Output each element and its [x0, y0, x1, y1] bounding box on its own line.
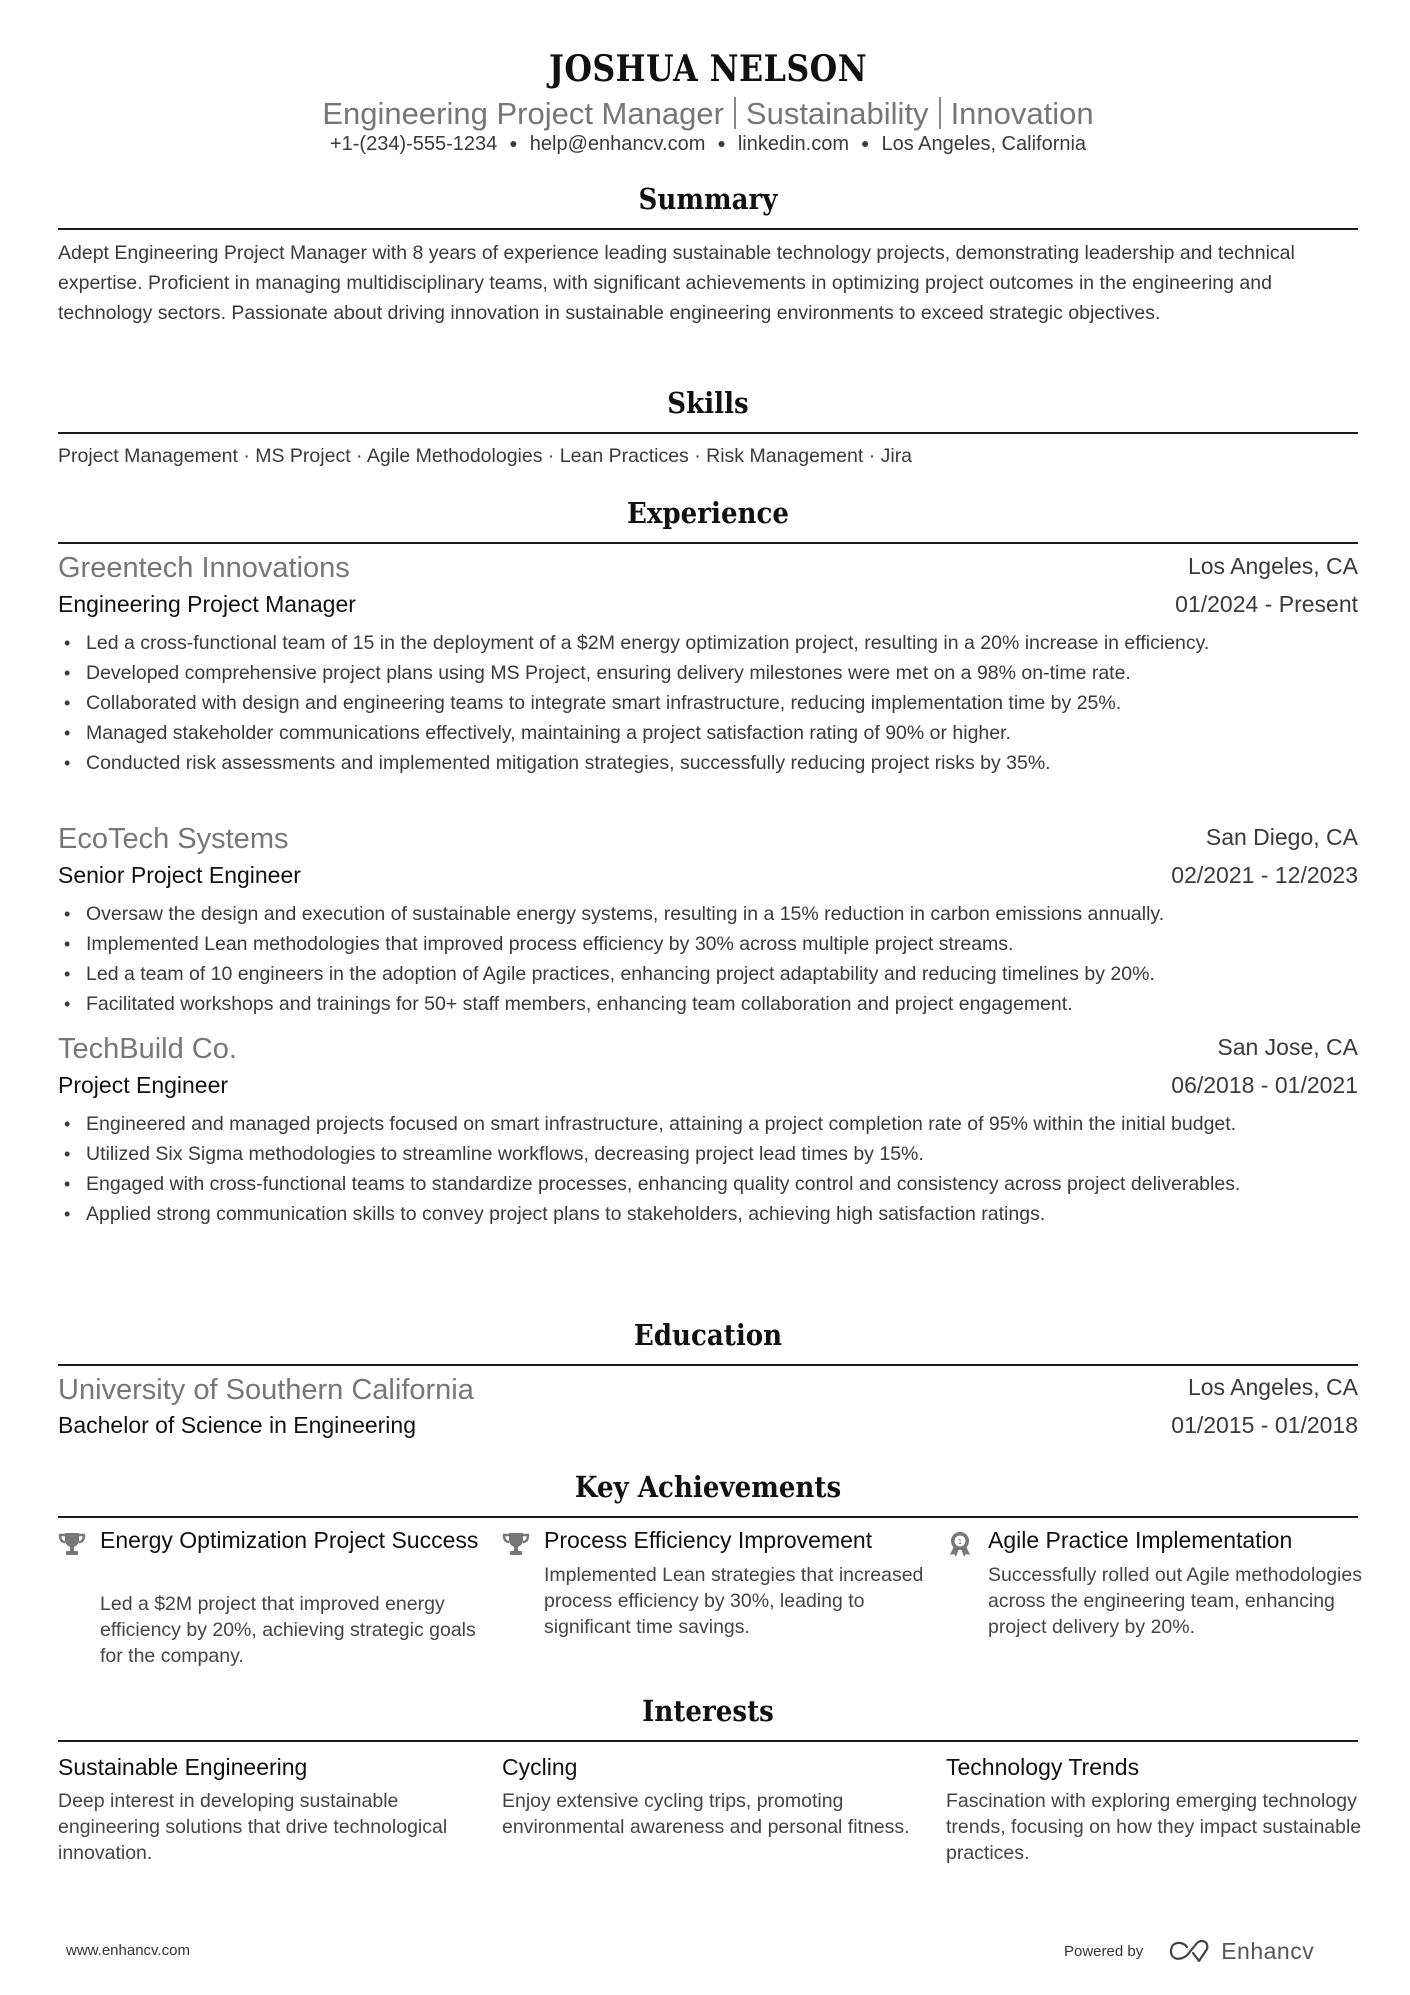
interest-item	[946, 1752, 1366, 1866]
achievement-description: Successfully rolled out Agile methodologies across the engineering team, enhancing project delivery by 20%.	[988, 1564, 1362, 1638]
section-title-achievements: Key Achievements	[574, 1470, 842, 1504]
job-role: Project Engineer	[58, 1072, 229, 1098]
job-bullet: • Developed comprehensive project plans using MS Project, ensuring delivery milestones were met on a 98% on-time rate.	[58, 658, 1358, 688]
bullet-separator: ●	[509, 135, 518, 151]
degree: Bachelor of Science in Engineering	[58, 1412, 417, 1438]
achievement-title: Process Efficiency Improvement	[544, 1527, 873, 1553]
job-bullets	[58, 1109, 1358, 1229]
email-link[interactable]: help@enhancv.com	[529, 133, 706, 155]
award-medal-icon	[946, 1530, 974, 1558]
job-dates: 01/2024 - Present	[1175, 591, 1358, 617]
job-bullet: • Applied strong communication skills to convey project plans to stakeholders, achieving high satisfaction ratings.	[58, 1199, 1358, 1229]
job-bullet: • Managed stakeholder communications effectively, maintaining a project satisfaction rating of 90% or higher.	[58, 718, 1358, 748]
job-location: San Diego, CA	[1205, 824, 1358, 850]
headline-item: Sustainability	[745, 96, 929, 131]
job-bullet: • Implemented Lean methodologies that improved process efficiency by 30% across multiple project streams.	[58, 929, 1358, 959]
bullet-separator: ●	[717, 135, 726, 151]
interest-item	[502, 1752, 922, 1840]
job-bullet: • Oversaw the design and execution of sustainable energy systems, resulting in a 15% reduction in carbon emissions annually.	[58, 899, 1358, 929]
section-title-skills: Skills	[667, 386, 749, 420]
job-location: San Jose, CA	[1217, 1034, 1358, 1060]
section-title-education: Education	[633, 1318, 783, 1352]
job-bullet: • Utilized Six Sigma methodologies to streamline workflows, decreasing project lead times by 15%.	[58, 1139, 1358, 1169]
education-dates: 01/2015 - 01/2018	[1171, 1412, 1358, 1438]
powered-by-label: Powered by	[1064, 1942, 1144, 1960]
section-title-interests: Interests	[642, 1694, 774, 1728]
job-bullet: • Engineered and managed projects focused on smart infrastructure, attaining a project completion rate of 95% within the initial budget.	[58, 1109, 1358, 1139]
summary-text: Adept Engineering Project Manager with 8 years of experience leading sustainable technology projects, demonstrating leadership and technical expertise. Proficient in managing multidisciplinary teams, with significant achievements in optimizing project outcomes in the engineering and technology sectors. Passionate about driving innovation in sustainable engineering environments to exceed strategic objectives.	[58, 242, 1295, 324]
achievement-description: Implemented Lean strategies that increased process efficiency by 30%, leading to significant time savings.	[544, 1564, 924, 1638]
headline-separator	[939, 97, 941, 129]
section-divider	[58, 542, 1358, 544]
interest-description: Deep interest in developing sustainable engineering solutions that drive technological innovation.	[58, 1790, 448, 1864]
job-role: Engineering Project Manager	[58, 591, 356, 617]
section-divider	[58, 1516, 1358, 1518]
trophy-icon	[502, 1530, 530, 1558]
contact-line	[58, 133, 1358, 156]
job-bullets	[58, 899, 1358, 1019]
interest-title: Cycling	[502, 1754, 578, 1780]
section-divider	[58, 1740, 1358, 1742]
svg-text:1: 1	[957, 1538, 963, 1546]
school-name: University of Southern California	[58, 1374, 474, 1406]
headline-item: Innovation	[950, 96, 1094, 131]
job-role: Senior Project Engineer	[58, 862, 301, 888]
linkedin-link[interactable]: linkedin.com	[737, 133, 849, 155]
bullet-separator: ●	[861, 135, 870, 151]
job-bullet: • Facilitated workshops and trainings for 50+ staff members, enhancing team collaboration and project engagement.	[58, 989, 1358, 1019]
enhancv-brand: Enhancv	[1221, 1937, 1315, 1964]
interest-description: Fascination with exploring emerging technology trends, focusing on how they impact sustainable practices.	[946, 1790, 1362, 1864]
footer-website-link[interactable]: www.enhancv.com	[66, 1942, 190, 1959]
job-dates: 02/2021 - 12/2023	[1171, 862, 1358, 888]
trophy-icon	[58, 1530, 86, 1558]
company-name: Greentech Innovations	[58, 552, 350, 584]
headline-item: Engineering Project Manager	[322, 96, 724, 131]
school-location: Los Angeles, CA	[1187, 1374, 1358, 1400]
section-title-summary: Summary	[638, 182, 778, 216]
company-name: TechBuild Co.	[58, 1033, 237, 1065]
phone: +1-(234)-555-1234	[329, 133, 498, 155]
candidate-name: JOSHUA NELSON	[548, 48, 868, 90]
interest-item	[58, 1752, 478, 1866]
job-bullet: • Led a cross-functional team of 15 in the deployment of a $2M energy optimization project, resulting in a 20% increase in efficiency.	[58, 628, 1358, 658]
achievement-description: Led a $2M project that improved energy efficiency by 20%, achieving strategic goals for the company.	[100, 1593, 476, 1667]
headline-separator	[734, 97, 736, 129]
powered-by	[1064, 1937, 1314, 1965]
location: Los Angeles, California	[881, 133, 1087, 155]
section-divider	[58, 228, 1358, 230]
interest-title: Sustainable Engineering	[58, 1754, 308, 1780]
job-dates: 06/2018 - 01/2021	[1171, 1072, 1358, 1098]
job-bullet: • Engaged with cross-functional teams to standardize processes, enhancing quality control and consistency across project deliverables.	[58, 1169, 1358, 1199]
job-location: Los Angeles, CA	[1187, 553, 1358, 579]
company-name: EcoTech Systems	[58, 823, 289, 855]
headline	[58, 96, 1358, 132]
section-title-experience: Experience	[626, 496, 790, 530]
skills-list: Project Management · MS Project · Agile Methodologies · Lean Practices · Risk Management · Jira	[58, 445, 913, 467]
achievement-title: Agile Practice Implementation	[988, 1527, 1293, 1553]
achievement-title: Energy Optimization Project Success	[100, 1527, 479, 1553]
interest-description: Enjoy extensive cycling trips, promoting environmental awareness and personal fitness.	[502, 1790, 910, 1838]
interest-title: Technology Trends	[946, 1754, 1140, 1780]
enhancv-logo-icon	[1167, 1939, 1213, 1963]
job-bullets	[58, 628, 1358, 778]
section-divider	[58, 1364, 1358, 1366]
section-divider	[58, 432, 1358, 434]
job-bullet: • Conducted risk assessments and implemented mitigation strategies, successfully reducing project risks by 35%.	[58, 748, 1358, 778]
job-bullet: • Led a team of 10 engineers in the adoption of Agile practices, enhancing project adaptability and reducing timelines by 20%.	[58, 959, 1358, 989]
job-bullet: • Collaborated with design and engineering teams to integrate smart infrastructure, reducing implementation time by 25%.	[58, 688, 1358, 718]
